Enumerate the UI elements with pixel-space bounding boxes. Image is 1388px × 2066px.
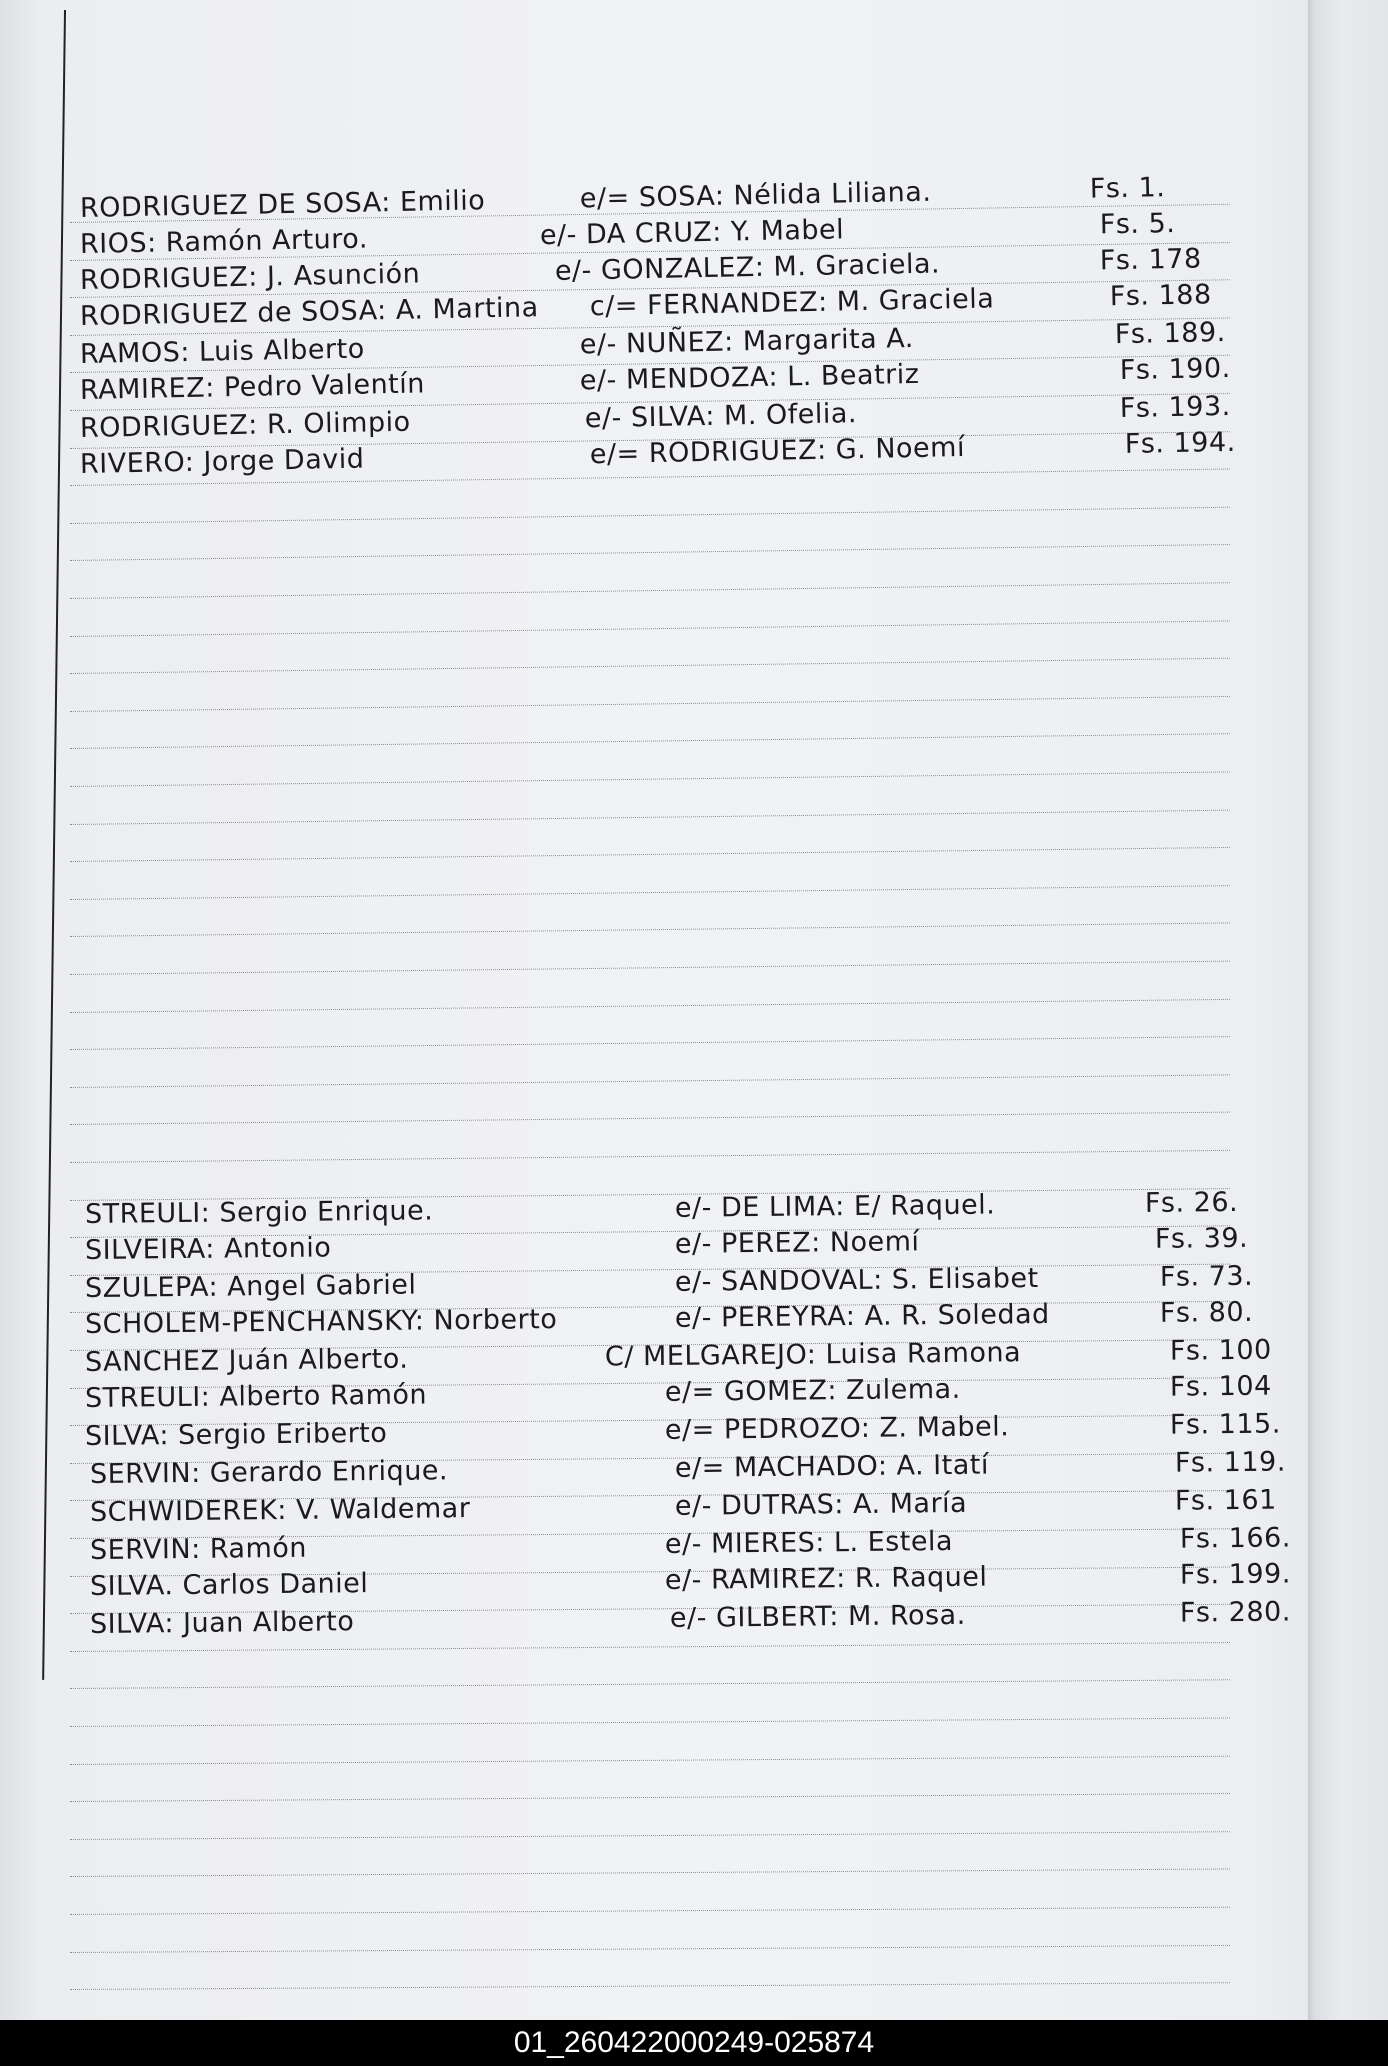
entry-name: SANCHEZ Juán Alberto. — [84, 1343, 409, 1378]
entry-name: SERVIN: Ramón — [89, 1532, 308, 1566]
entry-spouse: e/= RODRIGUEZ: G. Noemí — [589, 432, 966, 471]
entry-name: STREULI: Sergio Enrique. — [84, 1195, 434, 1230]
entry-name: SCHOLEM-PENCHANSKY: Norberto — [84, 1304, 558, 1340]
image-id-label: 01_260422000249-025874 — [513, 2026, 875, 2059]
ledger-entry — [79, 279, 1212, 336]
entry-folio: Fs. 104 — [1169, 1370, 1272, 1403]
entry-spouse: e/- GILBERT: M. Rosa. — [669, 1599, 966, 1634]
ledger-entry — [79, 207, 1176, 264]
entry-folio: Fs. 280. — [1179, 1596, 1291, 1629]
entry-spouse: e/= PEDROZO: Z. Mabel. — [664, 1411, 1010, 1446]
entry-folio: Fs. 1. — [1089, 172, 1166, 205]
entry-folio: Fs. 115. — [1169, 1408, 1281, 1441]
entry-name: RIVERO: Jorge David — [79, 443, 365, 480]
entry-spouse: e/- SANDOVAL: S. Elisabet — [674, 1263, 1039, 1298]
entry-spouse: e/- DA CRUZ: Y. Mabel — [539, 214, 845, 252]
entry-folio: Fs. 194. — [1124, 426, 1236, 460]
entry-spouse: e/- SILVA: M. Ofelia. — [584, 398, 858, 435]
entry-folio: Fs. 190. — [1119, 352, 1231, 387]
entry-folio: Fs. 119. — [1174, 1446, 1286, 1479]
entry-name: RODRIGUEZ: J. Asunción — [79, 258, 421, 296]
entry-spouse: e/= MACHADO: A. Itatí — [674, 1449, 990, 1484]
entry-spouse: e/- NUÑEZ: Margarita A. — [579, 322, 915, 361]
entry-folio: Fs. 161 — [1174, 1484, 1277, 1517]
entry-folio: Fs. 193. — [1119, 390, 1231, 425]
entry-folio: Fs. 100 — [1169, 1334, 1272, 1367]
entry-spouse: c/= FERNANDEZ: M. Graciela — [589, 283, 995, 323]
entry-spouse: e/- PEREZ: Noemí — [674, 1226, 920, 1260]
entry-folio: Fs. 26. — [1144, 1186, 1239, 1219]
entry-name: RODRIGUEZ: R. Olimpio — [79, 406, 411, 444]
entry-spouse: e/- DUTRAS: A. María — [674, 1487, 968, 1522]
entry-spouse: C/ MELGAREJO: Luisa Ramona — [604, 1337, 1022, 1373]
entry-spouse: e/- DE LIMA: E/ Raquel. — [674, 1189, 996, 1224]
entry-spouse: e/- MENDOZA: L. Beatriz — [579, 358, 920, 397]
entry-folio: Fs. 5. — [1099, 207, 1176, 241]
entry-spouse: e/- RAMIREZ: R. Raquel — [664, 1561, 988, 1596]
image-id-bar — [0, 2020, 1388, 2066]
entry-name: SILVA. Carlos Daniel — [89, 1568, 369, 1602]
entry-folio: Fs. 39. — [1154, 1222, 1249, 1255]
entry-spouse: e/- GONZALEZ: M. Graciela. — [554, 248, 941, 287]
entry-folio: Fs. 199. — [1179, 1558, 1291, 1591]
entry-folio: Fs. 80. — [1159, 1296, 1254, 1329]
entry-name: SILVA: Juan Alberto — [89, 1606, 355, 1640]
entry-folio: Fs. 178 — [1099, 243, 1202, 277]
entry-spouse: e/- MIERES: L. Estela — [664, 1525, 954, 1560]
entry-name: STREULI: Alberto Ramón — [84, 1379, 428, 1414]
entry-name: SERVIN: Gerardo Enrique. — [89, 1455, 449, 1490]
entry-name: SILVEIRA: Antonio — [84, 1232, 332, 1266]
entry-name: RAMIREZ: Pedro Valentín — [79, 368, 426, 406]
entry-spouse: e/= GOMEZ: Zulema. — [664, 1373, 961, 1408]
entry-name: RODRIGUEZ de SOSA: A. Martina — [79, 292, 539, 332]
entry-folio: Fs. 73. — [1159, 1260, 1254, 1293]
entry-name: RIOS: Ramón Arturo. — [79, 223, 369, 260]
entry-spouse: e/- PEREYRA: A. R. Soledad — [674, 1298, 1050, 1334]
entry-folio: Fs. 189. — [1114, 317, 1226, 351]
entry-name: SILVA: Sergio Eriberto — [84, 1417, 388, 1452]
entry-folio: Fs. 188 — [1109, 279, 1212, 313]
entry-name: SZULEPA: Angel Gabriel — [84, 1269, 417, 1304]
entry-folio: Fs. 166. — [1179, 1522, 1291, 1555]
entry-name: RAMOS: Luis Alberto — [79, 333, 366, 370]
ledger-entry — [79, 426, 1236, 484]
entry-spouse: e/= SOSA: Nélida Liliana. — [579, 176, 932, 215]
entry-name: RODRIGUEZ DE SOSA: Emilio — [79, 185, 486, 224]
entry-name: SCHWIDEREK: V. Waldemar — [89, 1493, 471, 1528]
